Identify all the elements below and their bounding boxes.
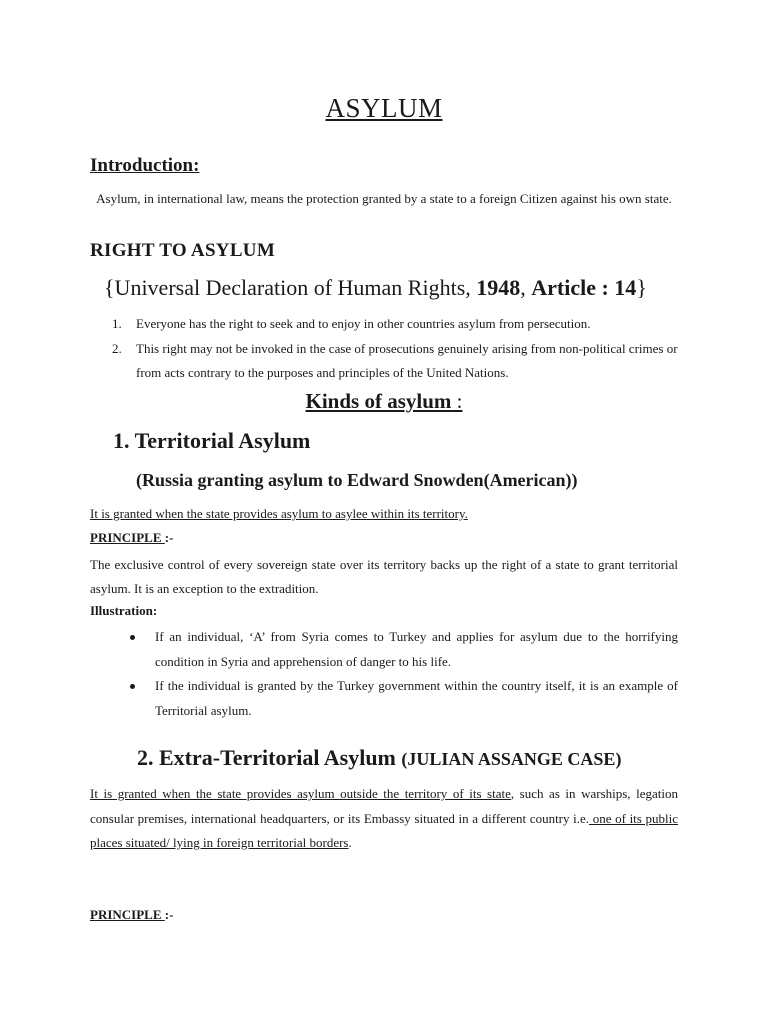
territorial-principle-text: The exclusive control of every sovereign state over its territory backs up the right of a state to grant territorial asylum. It is an exception to the extradition.	[90, 557, 678, 596]
list-item	[112, 337, 682, 386]
extra-definition-underlined: It is granted when the state provides asylum outside the territory of its state	[90, 786, 511, 801]
list-item-text: This right may not be invoked in the case of prosecutions genuinely arising from non-political crimes or from acts contrary to the purposes and principles of the United Nations.	[136, 340, 678, 380]
udhr-numbered-list	[112, 312, 682, 386]
territorial-definition-text: It is granted when the state provides asylum to asylee within its territory	[90, 506, 465, 521]
list-number: 2.	[112, 340, 122, 356]
extra-definition-underlined-2: one of its public places situated/ lying in foreign territorial borders	[90, 810, 678, 850]
illustration-bullet-list	[130, 625, 678, 723]
illustration-label: Illustration:	[90, 603, 158, 618]
kinds-heading-text: Kinds of asylum	[305, 389, 452, 413]
introduction-heading: Introduction:	[90, 155, 200, 176]
udhr-article: Article : 14	[531, 275, 637, 300]
extra-territorial-asylum-heading	[137, 745, 621, 771]
udhr-citation	[104, 275, 647, 301]
extra-definition-plain: , such as in warships, legation consular premises, international headquarters, or its Embassy situated in a different country i.e.	[90, 786, 678, 826]
territorial-asylum-example: (Russia granting asylum to Edward Snowden(American))	[136, 470, 578, 490]
principle-suffix: :-	[164, 530, 174, 545]
territorial-definition-tail: .	[464, 506, 468, 521]
extra-territorial-case: (JULIAN ASSANGE CASE)	[401, 749, 622, 769]
document-title: ASYLUM	[325, 93, 443, 123]
list-item	[112, 312, 682, 337]
bullet-icon	[130, 635, 135, 640]
extra-definition-end: .	[348, 835, 352, 850]
list-item	[130, 625, 678, 674]
list-number: 1.	[112, 316, 122, 331]
principle-label: PRINCIPLE	[90, 530, 165, 545]
extra-territorial-heading-text: 2. Extra-Territorial Asylum	[137, 745, 402, 770]
bullet-text: If an individual, ‘A’ from Syria comes to Turkey and applies for asylum due to the horrifying condition in Syria and apprehension of danger to his life.	[155, 629, 678, 669]
introduction-text: Asylum, in international law, means the protection granted by a state to a foreign Citizen against his own state.	[96, 191, 672, 206]
territorial-asylum-heading: 1. Territorial Asylum	[113, 428, 311, 453]
udhr-close: }	[636, 275, 647, 300]
udhr-year: 1948	[476, 275, 521, 300]
kinds-of-asylum-heading	[0, 389, 768, 414]
extra-territorial-definition	[90, 782, 678, 856]
territorial-principle-label	[90, 530, 173, 546]
list-item-text: Everyone has the right to seek and to enjoy in other countries asylum from persecution.	[136, 316, 591, 331]
kinds-heading-colon: :	[451, 389, 463, 413]
territorial-definition	[90, 506, 468, 522]
udhr-sep: ,	[520, 275, 532, 300]
list-item	[130, 674, 678, 723]
principle-label: PRINCIPLE	[90, 907, 165, 922]
right-to-asylum-heading: RIGHT TO ASYLUM	[90, 240, 276, 261]
principle-suffix: :-	[164, 907, 174, 922]
extra-territorial-principle-label	[90, 907, 173, 923]
bullet-icon	[130, 684, 135, 689]
bullet-text: If the individual is granted by the Turkey government within the country itself, it is an example of Territorial asylum.	[155, 678, 678, 718]
udhr-open: {Universal Declaration of Human Rights,	[104, 275, 477, 300]
